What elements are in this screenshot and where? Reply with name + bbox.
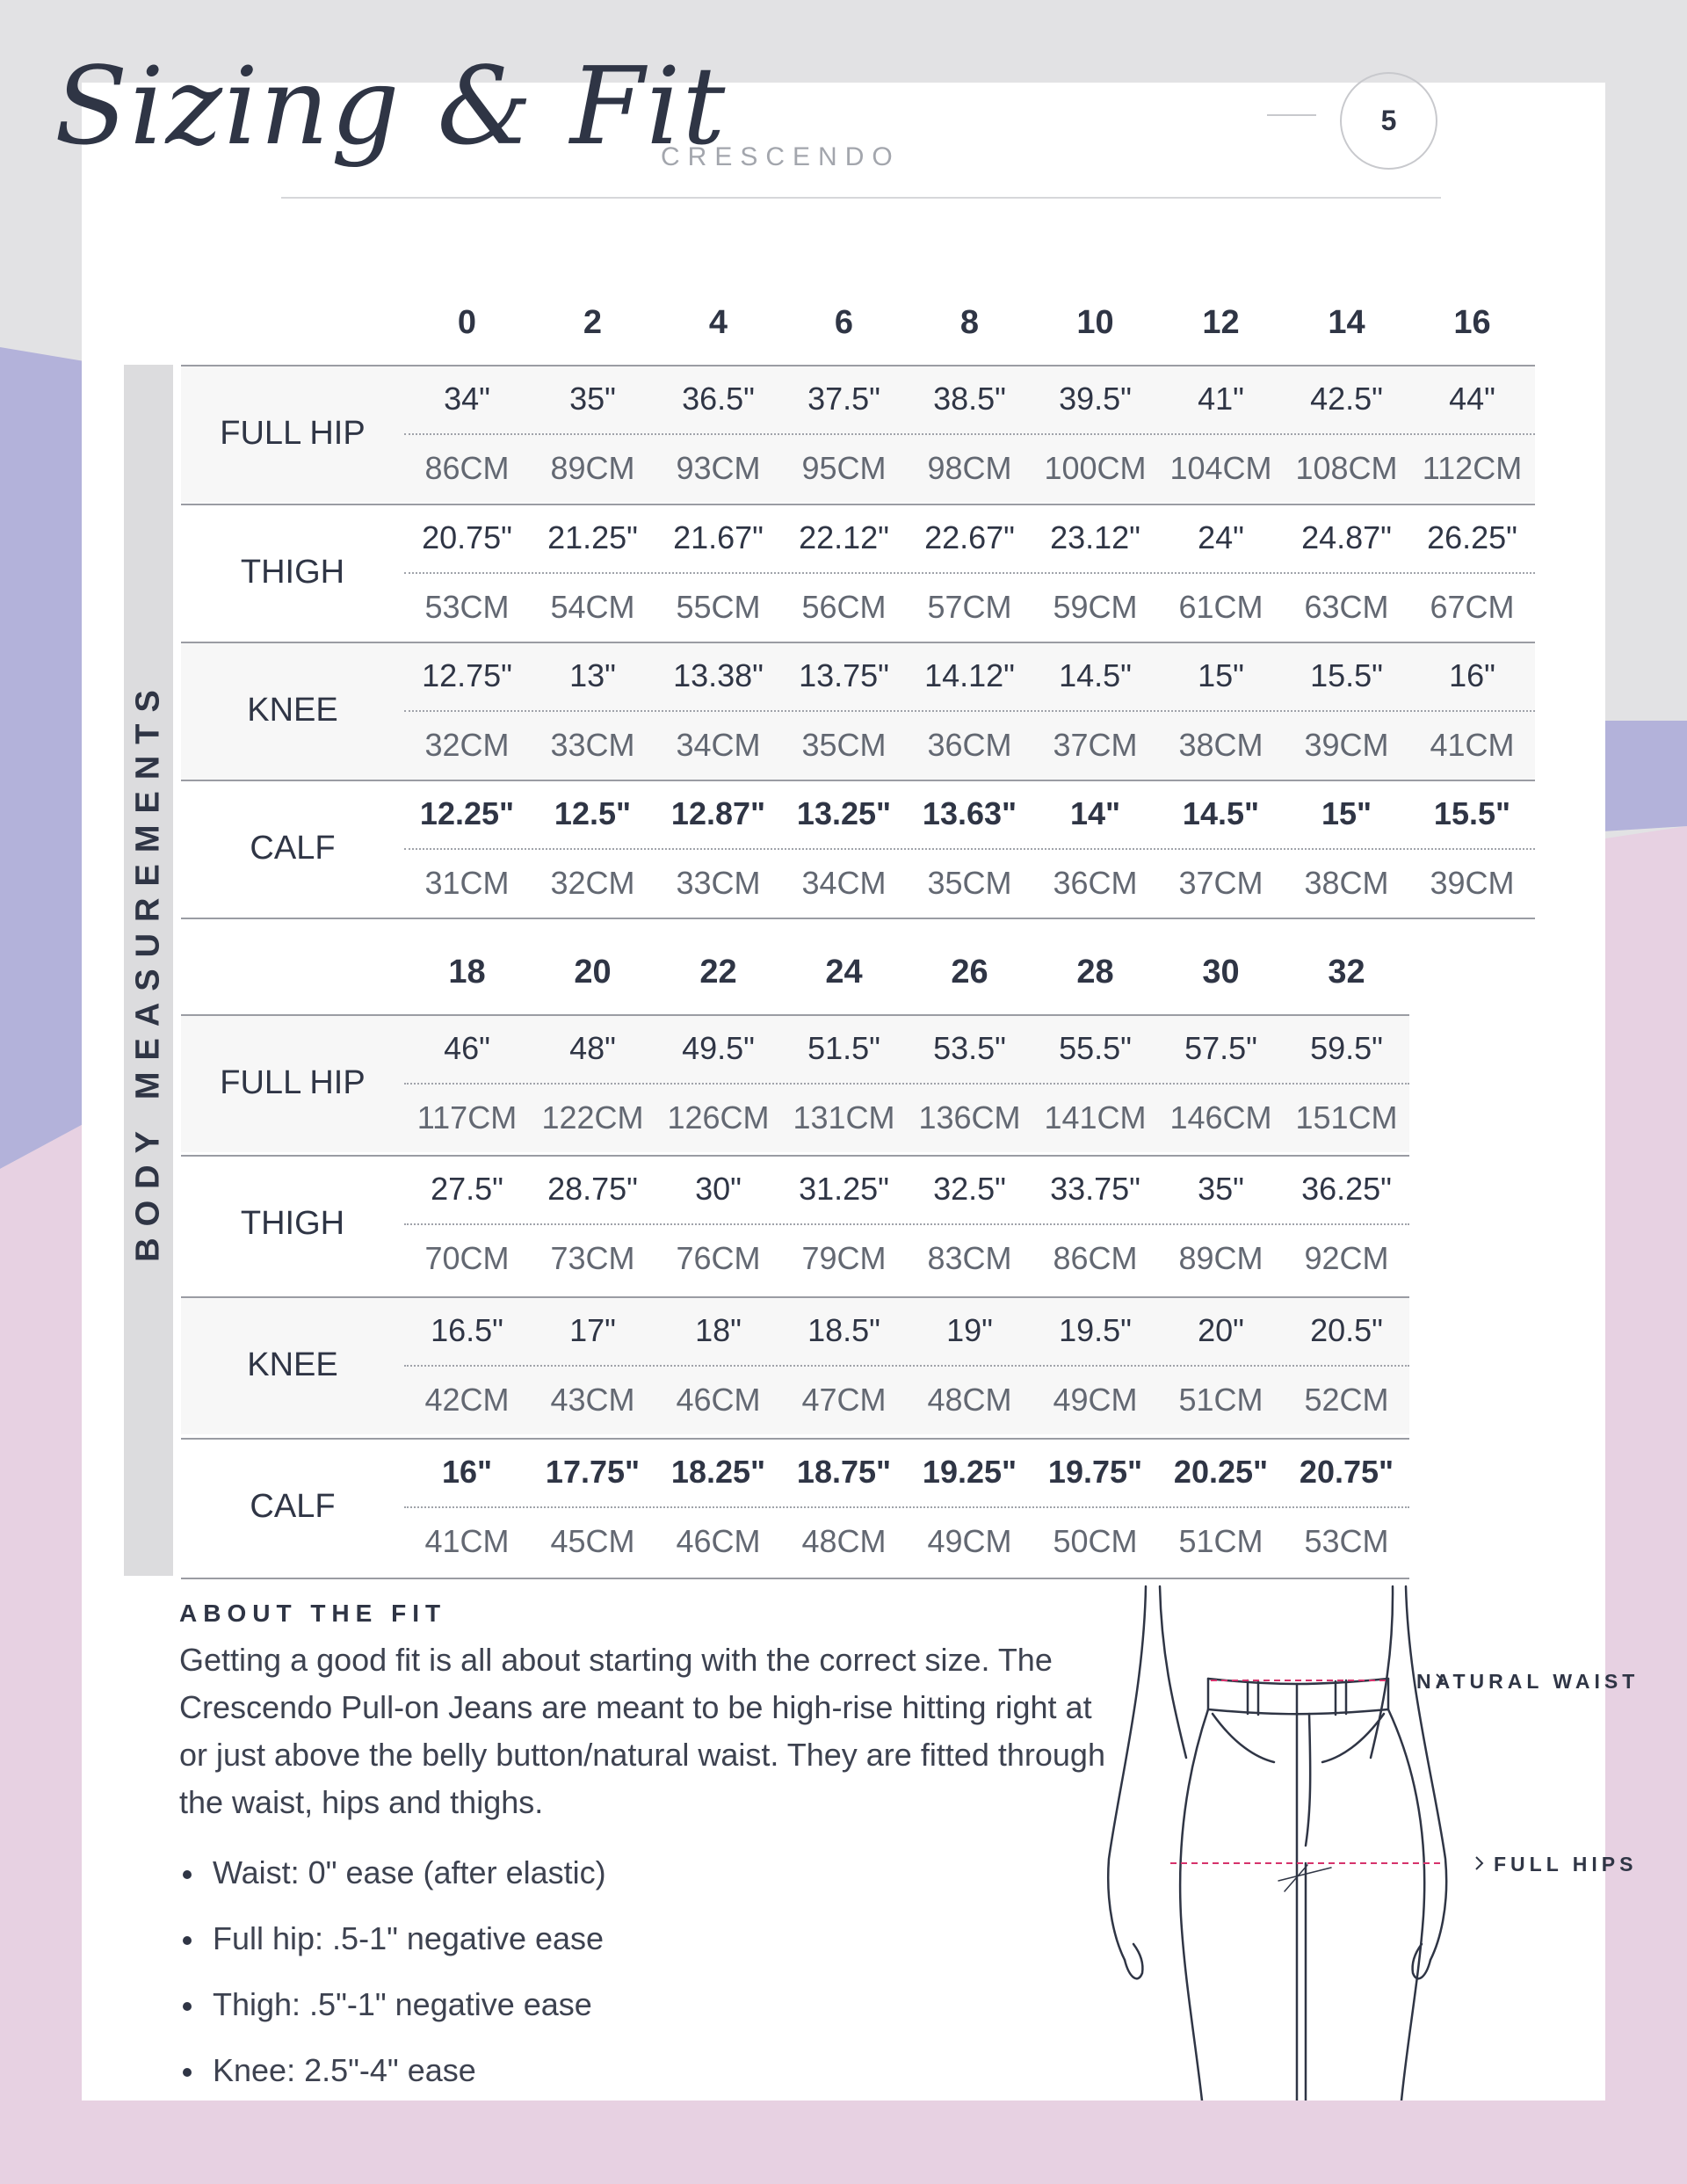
measurement-label: FULL HIP	[220, 415, 366, 452]
unit-divider	[404, 572, 1535, 574]
value-inches: 28.75"	[547, 1171, 638, 1207]
value-inches: 20"	[1198, 1312, 1244, 1348]
value-cm: 47CM	[801, 1382, 887, 1418]
value-cm: 146CM	[1169, 1099, 1272, 1136]
value-cm: 136CM	[918, 1099, 1021, 1136]
value-inches: 14"	[1069, 795, 1121, 831]
value-inches: 13"	[569, 657, 616, 693]
value-cm: 61CM	[1178, 589, 1263, 625]
value-inches: 33.75"	[1050, 1171, 1140, 1207]
value-cm: 70CM	[424, 1240, 510, 1276]
about-paragraph: Getting a good fit is all about starting with the correct size. The Crescendo Pull-on Jeans are meant to be high-rise hitting right at or just above the belly button/natural waist. They are fitted through the waist, hips and thighs.	[179, 1642, 1105, 1820]
measurement-values-cm	[404, 711, 1535, 780]
size-header-cell: 24	[825, 954, 863, 990]
size-header-cell: 22	[699, 954, 737, 990]
value-cm: 38CM	[1178, 727, 1263, 763]
size-header-cell: 26	[951, 954, 988, 990]
ease-item-thigh: Thigh: .5"-1" negative ease	[179, 1978, 606, 2044]
value-inches: 18.5"	[807, 1312, 880, 1348]
value-cm: 49CM	[1053, 1382, 1138, 1418]
unit-divider	[404, 1506, 1409, 1508]
value-inches: 38.5"	[933, 381, 1006, 417]
size-header-cell: 8	[959, 304, 980, 341]
value-inches: 35"	[1198, 1171, 1244, 1207]
size-header-cell: 0	[457, 304, 477, 341]
value-cm: 122CM	[541, 1099, 644, 1136]
unit-divider	[404, 1365, 1409, 1367]
size-header-cell: 32	[1328, 954, 1365, 990]
measurement-row-thigh	[181, 1155, 1409, 1293]
value-cm: 55CM	[676, 589, 761, 625]
measurement-label: CALF	[250, 1488, 336, 1525]
pattern-name: CRESCENDO	[661, 142, 901, 171]
value-inches: 13.75"	[799, 657, 889, 693]
value-cm: 37CM	[1053, 727, 1138, 763]
unit-divider	[404, 1223, 1409, 1225]
measurement-row-calf	[181, 1438, 1409, 1576]
value-inches: 17.75"	[545, 1454, 641, 1490]
value-inches: 12.25"	[419, 795, 515, 831]
value-inches: 17"	[569, 1312, 616, 1348]
value-inches: 20.25"	[1173, 1454, 1269, 1490]
value-inches: 21.67"	[673, 519, 764, 555]
value-cm: 32CM	[424, 727, 510, 763]
title-divider	[281, 197, 1441, 199]
value-cm: 45CM	[550, 1523, 635, 1559]
ease-item-full-hip: Full hip: .5-1" negative ease	[179, 1912, 606, 1978]
value-cm: 46CM	[676, 1382, 761, 1418]
value-cm: 108CM	[1295, 450, 1398, 486]
value-inches: 51.5"	[807, 1030, 880, 1066]
value-inches: 19.75"	[1047, 1454, 1143, 1490]
value-cm: 39CM	[1430, 865, 1515, 901]
value-inches: 14.5"	[1059, 657, 1132, 693]
value-cm: 49CM	[927, 1523, 1012, 1559]
value-cm: 126CM	[667, 1099, 770, 1136]
measurement-label: CALF	[250, 830, 336, 867]
ease-item-waist: Waist: 0" ease (after elastic)	[179, 1847, 606, 1912]
page-number-dash	[1267, 114, 1316, 116]
measurement-values-cm	[404, 434, 1535, 503]
size-header-cell: 6	[834, 304, 854, 341]
value-cm: 31CM	[424, 865, 510, 901]
value-inches: 22.12"	[799, 519, 889, 555]
value-cm: 36CM	[1053, 865, 1138, 901]
jeans-figure-illustration	[1090, 1582, 1652, 2101]
value-inches: 57.5"	[1184, 1030, 1257, 1066]
value-inches: 14.5"	[1182, 795, 1260, 831]
value-inches: 48"	[569, 1030, 616, 1066]
size-header-cell: 14	[1328, 304, 1365, 341]
measurement-values-inches	[404, 504, 1535, 572]
value-inches: 16.5"	[431, 1312, 503, 1348]
value-inches: 31.25"	[799, 1171, 889, 1207]
value-inches: 14.12"	[924, 657, 1015, 693]
value-cm: 42CM	[424, 1382, 510, 1418]
measurement-values-cm	[404, 573, 1535, 642]
value-cm: 43CM	[550, 1382, 635, 1418]
measurement-row-knee	[181, 642, 1535, 780]
size-header-cell: 10	[1076, 304, 1114, 341]
measurement-row-thigh	[181, 504, 1535, 642]
value-inches: 21.25"	[547, 519, 638, 555]
size-header-cell: 18	[448, 954, 486, 990]
value-inches: 15"	[1321, 795, 1372, 831]
value-cm: 53CM	[424, 589, 510, 625]
value-cm: 54CM	[550, 589, 635, 625]
measurement-values-inches	[404, 1296, 1409, 1365]
measurement-label: FULL HIP	[220, 1064, 366, 1101]
measurement-values-inches	[404, 1014, 1409, 1083]
value-cm: 50CM	[1053, 1523, 1138, 1559]
page-number-badge	[1340, 72, 1437, 170]
measurement-values-cm	[404, 849, 1535, 918]
value-cm: 53CM	[1304, 1523, 1389, 1559]
value-inches: 59.5"	[1310, 1030, 1383, 1066]
value-inches: 44"	[1449, 381, 1495, 417]
value-cm: 151CM	[1295, 1099, 1398, 1136]
page-title: Sizing & Fit	[54, 44, 728, 169]
value-cm: 98CM	[927, 450, 1012, 486]
size-header-cell: 30	[1202, 954, 1240, 990]
value-cm: 33CM	[676, 865, 761, 901]
value-inches: 32.5"	[933, 1171, 1006, 1207]
value-cm: 89CM	[550, 450, 635, 486]
size-header-cell: 12	[1202, 304, 1240, 341]
measurement-values-inches	[404, 365, 1535, 433]
measurement-values-cm	[404, 1224, 1409, 1293]
value-cm: 34CM	[676, 727, 761, 763]
value-inches: 12.75"	[422, 657, 512, 693]
value-inches: 23.12"	[1050, 519, 1140, 555]
sidebar-label: BODY MEASUREMENTS	[129, 678, 167, 1262]
value-cm: 59CM	[1053, 589, 1138, 625]
value-cm: 56CM	[801, 589, 887, 625]
page-number: 5	[1380, 105, 1397, 136]
value-inches: 13.63"	[922, 795, 1017, 831]
value-cm: 112CM	[1422, 450, 1523, 486]
value-cm: 131CM	[793, 1099, 895, 1136]
value-cm: 48CM	[801, 1523, 887, 1559]
value-cm: 37CM	[1178, 865, 1263, 901]
value-cm: 51CM	[1178, 1382, 1263, 1418]
ease-list	[179, 1847, 606, 2110]
value-cm: 52CM	[1304, 1382, 1389, 1418]
value-inches: 20.75"	[422, 519, 512, 555]
measurement-label: THIGH	[240, 554, 345, 591]
measurement-label: KNEE	[247, 692, 338, 729]
value-cm: 39CM	[1304, 727, 1389, 763]
value-inches: 37.5"	[807, 381, 880, 417]
value-inches: 16"	[1449, 657, 1495, 693]
value-inches: 13.38"	[673, 657, 764, 693]
value-cm: 141CM	[1044, 1099, 1147, 1136]
value-inches: 27.5"	[431, 1171, 503, 1207]
value-inches: 16"	[441, 1454, 493, 1490]
value-inches: 39.5"	[1059, 381, 1132, 417]
natural-waist-label: NATURAL WAIST	[1416, 1670, 1640, 1693]
value-inches: 22.67"	[924, 519, 1015, 555]
measurement-values-cm	[404, 1507, 1409, 1576]
unit-divider	[404, 848, 1535, 850]
value-inches: 19"	[946, 1312, 993, 1348]
value-cm: 100CM	[1044, 450, 1147, 486]
value-inches: 36.5"	[682, 381, 755, 417]
value-inches: 24.87"	[1301, 519, 1392, 555]
measurement-values-inches	[404, 780, 1535, 848]
size-header-cell: 2	[583, 304, 603, 341]
value-cm: 67CM	[1430, 589, 1515, 625]
value-inches: 42.5"	[1310, 381, 1383, 417]
value-cm: 73CM	[550, 1240, 635, 1276]
full-hips-label: FULL HIPS	[1494, 1853, 1638, 1876]
value-inches: 20.75"	[1299, 1454, 1394, 1490]
size-header-row	[404, 304, 1535, 339]
value-inches: 53.5"	[933, 1030, 1006, 1066]
value-inches: 26.25"	[1427, 519, 1517, 555]
value-inches: 15"	[1198, 657, 1244, 693]
value-cm: 41CM	[1430, 727, 1515, 763]
value-cm: 38CM	[1304, 865, 1389, 901]
value-cm: 35CM	[927, 865, 1012, 901]
unit-divider	[404, 1083, 1409, 1085]
value-cm: 32CM	[550, 865, 635, 901]
value-inches: 19.25"	[922, 1454, 1017, 1490]
value-inches: 12.5"	[554, 795, 632, 831]
value-inches: 35"	[569, 381, 616, 417]
value-cm: 57CM	[927, 589, 1012, 625]
size-header-cell: 28	[1076, 954, 1114, 990]
value-cm: 48CM	[927, 1382, 1012, 1418]
measurement-values-cm	[404, 1084, 1409, 1152]
measurement-row-calf	[181, 780, 1535, 918]
unit-divider	[404, 710, 1535, 712]
value-inches: 36.25"	[1301, 1171, 1392, 1207]
measurement-values-inches	[404, 642, 1535, 710]
table-bottom-rule	[181, 918, 1535, 919]
value-cm: 86CM	[1053, 1240, 1138, 1276]
value-inches: 18"	[695, 1312, 742, 1348]
value-cm: 104CM	[1169, 450, 1272, 486]
about-heading: ABOUT THE FIT	[179, 1600, 447, 1627]
table-bottom-rule	[181, 1578, 1409, 1579]
measurement-row-full-hip	[181, 365, 1535, 503]
value-cm: 63CM	[1304, 589, 1389, 625]
value-inches: 34"	[444, 381, 490, 417]
measurement-values-cm	[404, 1366, 1409, 1434]
value-cm: 41CM	[424, 1523, 510, 1559]
measurement-label: KNEE	[247, 1346, 338, 1383]
value-cm: 83CM	[927, 1240, 1012, 1276]
unit-divider	[404, 433, 1535, 435]
ease-item-knee: Knee: 2.5"-4" ease	[179, 2044, 606, 2110]
body-measurements-sidebar	[124, 365, 173, 1576]
value-cm: 117CM	[416, 1099, 518, 1136]
value-cm: 92CM	[1304, 1240, 1389, 1276]
value-inches: 15.5"	[1310, 657, 1383, 693]
value-inches: 24"	[1198, 519, 1244, 555]
value-cm: 34CM	[801, 865, 887, 901]
measurement-label: THIGH	[240, 1205, 345, 1242]
measurement-values-inches	[404, 1155, 1409, 1223]
value-inches: 13.25"	[796, 795, 892, 831]
size-header-cell: 16	[1453, 304, 1491, 341]
value-inches: 41"	[1198, 381, 1244, 417]
value-inches: 30"	[695, 1171, 742, 1207]
value-cm: 35CM	[801, 727, 887, 763]
size-header-cell: 4	[708, 304, 728, 341]
value-inches: 15.5"	[1433, 795, 1511, 831]
measurement-row-full-hip	[181, 1014, 1409, 1152]
value-cm: 33CM	[550, 727, 635, 763]
value-inches: 55.5"	[1059, 1030, 1132, 1066]
value-cm: 79CM	[801, 1240, 887, 1276]
value-inches: 18.25"	[670, 1454, 766, 1490]
measurement-row-knee	[181, 1296, 1409, 1434]
value-inches: 12.87"	[670, 795, 766, 831]
measurement-values-inches	[404, 1438, 1409, 1506]
value-cm: 86CM	[424, 450, 510, 486]
value-cm: 51CM	[1178, 1523, 1263, 1559]
value-inches: 49.5"	[682, 1030, 755, 1066]
value-inches: 19.5"	[1059, 1312, 1132, 1348]
size-header-row	[404, 954, 1409, 989]
value-cm: 93CM	[676, 450, 761, 486]
value-inches: 20.5"	[1310, 1312, 1383, 1348]
value-cm: 76CM	[676, 1240, 761, 1276]
value-cm: 95CM	[801, 450, 887, 486]
value-cm: 36CM	[927, 727, 1012, 763]
size-header-cell: 20	[574, 954, 612, 990]
value-inches: 46"	[444, 1030, 490, 1066]
value-cm: 46CM	[676, 1523, 761, 1559]
value-inches: 18.75"	[796, 1454, 892, 1490]
value-cm: 89CM	[1178, 1240, 1263, 1276]
